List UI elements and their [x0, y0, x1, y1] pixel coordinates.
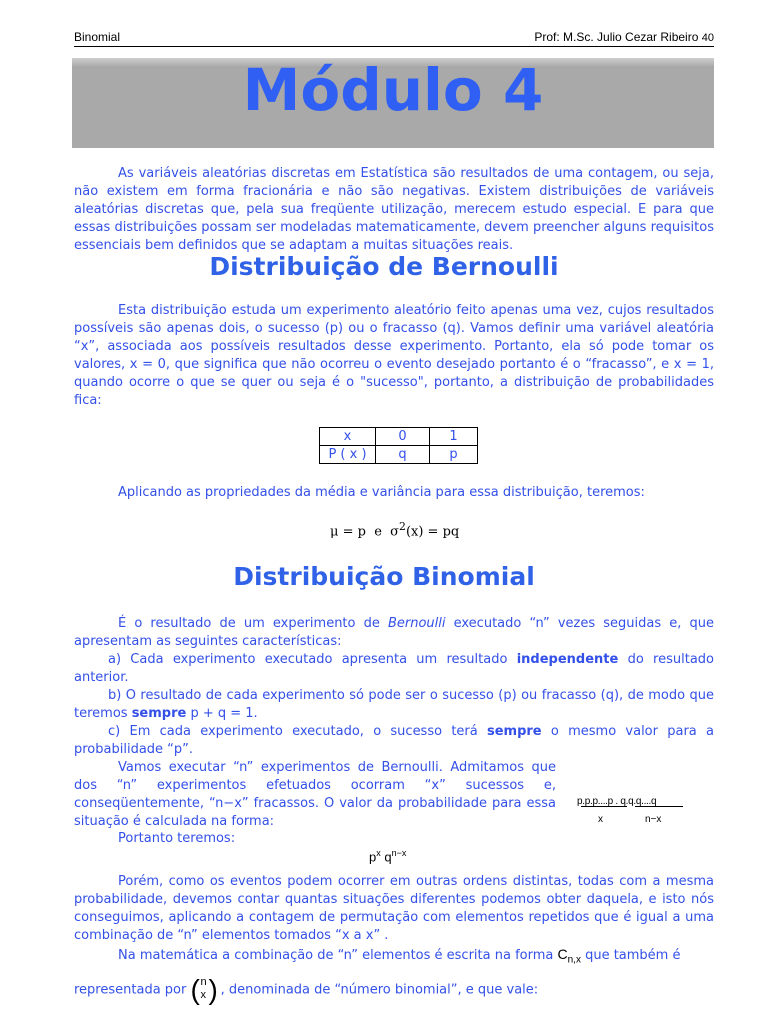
- header-title: Binomial: [74, 30, 121, 44]
- brace-x: [581, 806, 627, 807]
- formula-e: e: [374, 524, 382, 540]
- combination-text-b: que também é: [580, 948, 681, 963]
- product-formula: [577, 796, 687, 825]
- binomial-number-paragraph: [74, 975, 714, 1005]
- table-row: [320, 428, 478, 446]
- binomial-x: x: [200, 989, 206, 1001]
- binomial-number-text-a: representada por: [74, 982, 191, 998]
- formula-sigma: σ: [390, 524, 400, 540]
- char-b-bold: sempre: [131, 706, 187, 721]
- intro-text: As variáveis aleatórias discretas em Estatística são resultados de uma contagem, ou seja, não existem em forma fracionária e não são negativas. Existem distribuições de variáveis aleatórias discretas que, pela sua freqüente utilização, merecem estudo especial. E para que essas distribuições possam ser modeladas matematicamente, devem preencher alguns requisitos essenciais bem definidos que se adaptam a muitas situações reais.: [74, 166, 714, 253]
- bernoulli-table: [319, 427, 478, 464]
- table-row: [320, 446, 478, 464]
- term-q: q: [384, 849, 392, 865]
- term-nx: n−x: [391, 848, 407, 858]
- product-nx-label: n−x: [645, 814, 662, 825]
- binomial-experiments-paragraph: [74, 759, 556, 831]
- table-cell: P ( x ): [320, 446, 376, 464]
- header-author: [534, 30, 714, 44]
- portanto-text: Portanto teremos:: [118, 831, 236, 846]
- term-p: p: [369, 849, 377, 865]
- char-b-end: p + q = 1.: [186, 706, 258, 721]
- intro-paragraph: [74, 165, 714, 255]
- binomial-number-text-b: , denominada de “número binomial”, e que vale:: [216, 982, 539, 998]
- binomial-intro-paragraph: [74, 615, 714, 651]
- combination-paragraph: [74, 945, 714, 970]
- brace-nx: [635, 806, 683, 807]
- table-cell: p: [430, 446, 478, 464]
- binomial-experiments-text: Vamos executar “n” experimentos de Bernoulli. Admitamos que dos “n” experimentos efetuados ocorram “x” sucessos e, conseqüentemente, “n−x” fracassos. O valor da probabilidade para essa situação é calculada na forma:: [74, 760, 556, 829]
- binomial-intro-bernoulli: Bernoulli: [387, 616, 446, 631]
- formula-mean: μ = p: [330, 524, 366, 540]
- table-cell: x: [320, 428, 376, 446]
- char-c-text: c) Em cada experimento executado, o sucesso terá: [108, 724, 487, 739]
- mean-variance-formula: [330, 520, 459, 539]
- binomial-intro-a: É o resultado de um experimento de: [118, 616, 388, 631]
- characteristic-b: [74, 687, 714, 723]
- table-cell: 1: [430, 428, 478, 446]
- bernoulli-text: Esta distribuição estuda um experimento aleatório feito apenas uma vez, cujos resultados possíveis são apenas dois, o sucesso (p) ou o fracasso (q). Vamos definir uma variável aleatória “x”, associada aos possíveis resultados desse experimento. Portanto, ela só pode tomar os valores, x = 0, que significa que não ocorreu o evento desejado portanto é o “fracasso”, e x = 1, quando ocorre o que se quer ou seja é o "sucesso", portanto, a distribuição de probabilidades fica:: [74, 303, 714, 408]
- binomial-heading: Distribuição Binomial: [233, 562, 535, 591]
- table-cell: 0: [376, 428, 430, 446]
- left-paren: (: [190, 974, 200, 1005]
- formula-square: 2: [399, 520, 406, 533]
- formula-variance: (x) = pq: [405, 524, 460, 540]
- bernoulli-after-paragraph: [74, 484, 714, 502]
- char-a-end: do resultado anterior.: [74, 652, 714, 685]
- char-b-text: b) O resultado de cada experimento só pode ser o sucesso (p) ou fracasso (q), de modo que teremos: [74, 688, 714, 721]
- page-number: 40: [701, 32, 714, 44]
- product-x-label: x: [598, 814, 603, 825]
- bernoulli-heading: Distribuição de Bernoulli: [209, 252, 559, 281]
- binomial-term-formula: [369, 848, 406, 864]
- combination-subscript: n,x: [567, 954, 581, 966]
- char-a-bold: independente: [516, 652, 619, 667]
- module-title: Módulo 4: [242, 58, 544, 124]
- binomial-n: n: [200, 976, 207, 988]
- char-c-bold: sempre: [486, 724, 542, 739]
- bernoulli-after-text: Aplicando as propriedades da média e variância para essa distribuição, teremos:: [118, 485, 645, 500]
- permutation-text: Porém, como os eventos podem ocorrer em outras ordens distintas, todas com a mesma probabilidade, devemos contar quantas situações diferentes podemos obter daquela, e isto nós conseguimos, aplicando a contagem de permutação com elementos repetidos que é igual a uma combinação de “n” elementos tomados “x a x” .: [74, 874, 714, 943]
- module-banner: [72, 58, 714, 148]
- term-x: x: [376, 848, 381, 858]
- binomial-intro-c: executado “n” vezes seguidas e, que apresentam as seguintes características:: [74, 616, 714, 649]
- binomial-coefficient: [190, 975, 216, 1005]
- combination-symbol: C: [557, 946, 568, 962]
- table-cell: q: [376, 446, 430, 464]
- page-header: [74, 30, 714, 47]
- characteristic-c: [74, 723, 714, 759]
- right-paren: ): [208, 974, 218, 1005]
- char-c-end: o mesmo valor para a probabilidade “p”.: [74, 724, 714, 757]
- header-author-name: Prof: M.Sc. Julio Cezar Ribeiro: [534, 30, 699, 44]
- char-a-text: a) Cada experimento executado apresenta um resultado: [108, 652, 517, 667]
- portanto-paragraph: [74, 830, 714, 848]
- product-top: p.p.p....p . q.q.q....q: [577, 796, 657, 807]
- bernoulli-paragraph: [74, 302, 714, 410]
- combination-text-a: Na matemática a combinação de “n” elementos é escrita na forma: [118, 948, 558, 963]
- characteristic-a: [74, 651, 714, 687]
- permutation-paragraph: [74, 873, 714, 945]
